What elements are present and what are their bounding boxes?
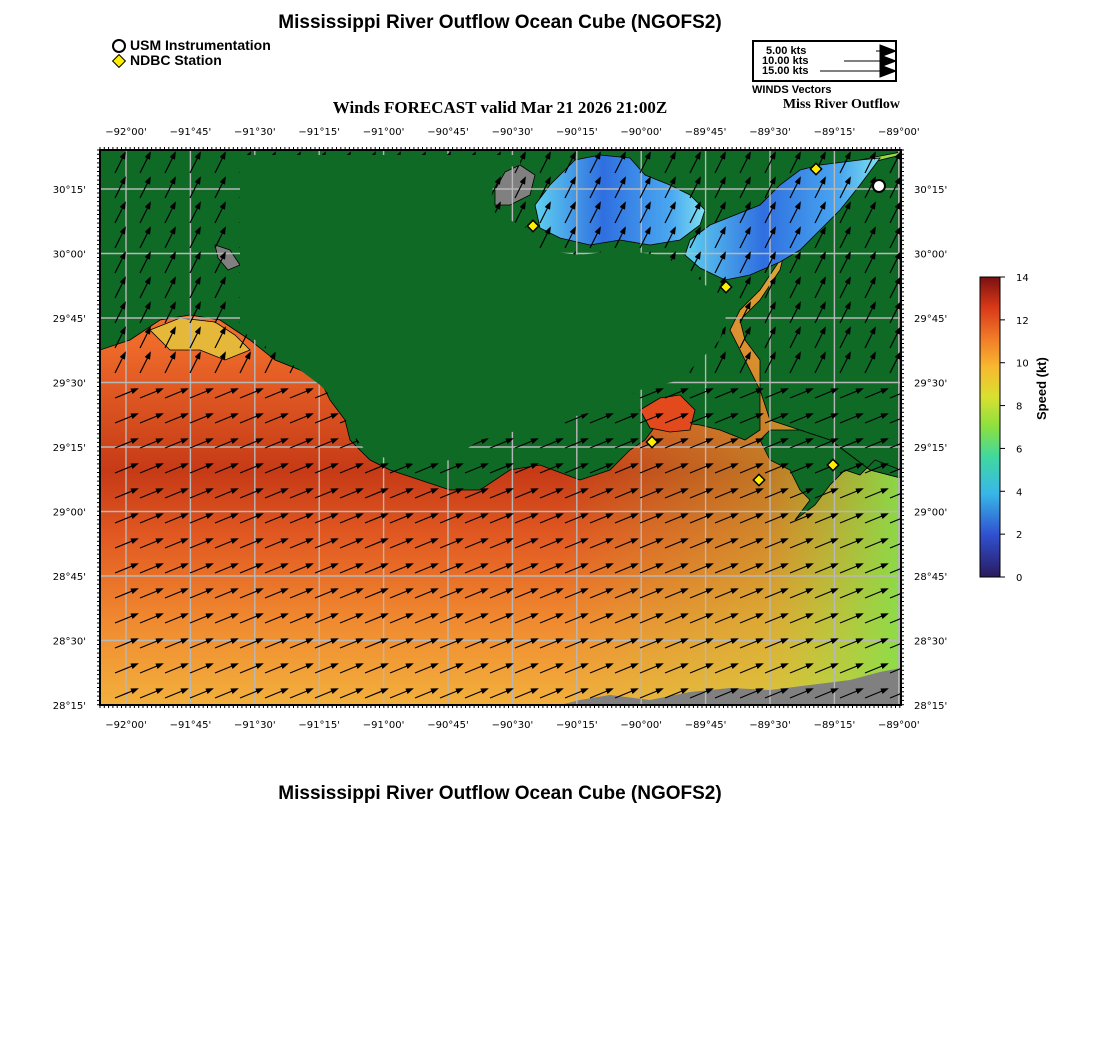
wind-key-caption: WINDS Vectors — [752, 84, 832, 96]
legend-ndbc-label: NDBC Station — [130, 52, 222, 68]
lat-tick-label: 30°00' — [52, 249, 86, 261]
wind-key-row-5: 5.00 kts — [766, 45, 807, 57]
lon-tick-label: −89°45' — [684, 127, 727, 138]
lon-tick-label: −91°00' — [362, 127, 405, 138]
lon-tick-label: −90°15' — [556, 127, 598, 138]
lon-tick-label: −92°00' — [105, 127, 147, 138]
lat-tick-label: 28°45' — [52, 572, 86, 583]
colorbar — [980, 277, 1000, 577]
colorbar-tick-label: 2 — [1016, 530, 1023, 542]
lon-tick-label: −91°30' — [234, 127, 276, 138]
lon-tick-label: −90°00' — [620, 720, 662, 731]
page-title: Mississippi River Outflow Ocean Cube (NGOFS2) — [278, 12, 722, 33]
lon-tick-label: −92°00' — [105, 720, 147, 731]
colorbar-tick-label: 6 — [1016, 444, 1023, 456]
lat-tick-label: 29°45' — [914, 314, 948, 325]
lat-tick-label: 29°30' — [914, 378, 948, 390]
lon-tick-label: −90°45' — [427, 720, 469, 731]
lat-tick-label: 28°15' — [914, 701, 948, 712]
wind-key-row-15: 15.00 kts — [762, 65, 809, 77]
forecast-title: Winds FORECAST valid Mar 21 2026 21:00Z — [332, 98, 668, 117]
lat-tick-label: 29°15' — [52, 443, 86, 454]
lon-tick-label: −90°30' — [491, 720, 534, 731]
lat-tick-label: 28°45' — [914, 572, 948, 583]
lat-tick-label: 29°00' — [52, 507, 86, 519]
lon-tick-label: −89°15' — [813, 720, 856, 731]
lat-tick-label: 29°30' — [52, 378, 86, 390]
lat-tick-label: 28°30' — [52, 636, 86, 648]
lat-tick-label: 30°15' — [914, 185, 948, 196]
colorbar-tick-label: 14 — [1016, 273, 1029, 284]
lat-tick-label: 29°00' — [914, 507, 948, 519]
lon-tick-label: −91°45' — [169, 127, 212, 138]
colorbar-tick-label: 4 — [1016, 487, 1023, 499]
lat-labels-right — [914, 185, 947, 712]
colorbar-tick-label: 8 — [1016, 401, 1023, 413]
lat-tick-label: 29°45' — [52, 314, 86, 325]
lon-tick-label: −90°30' — [491, 127, 534, 138]
footer-title: Mississippi River Outflow Ocean Cube (NGOFS2) — [278, 783, 722, 804]
colorbar-tick-label: 10 — [1016, 358, 1029, 370]
legend-usm-label: USM Instrumentation — [130, 37, 271, 53]
colorbar-tick-label: 12 — [1016, 315, 1029, 327]
lon-tick-label: −91°30' — [234, 720, 276, 731]
lon-tick-label: −91°00' — [362, 720, 405, 731]
lat-tick-label: 29°15' — [914, 443, 948, 454]
lon-tick-label: −91°45' — [169, 720, 212, 731]
lat-labels-left — [53, 185, 86, 712]
lat-tick-label: 30°15' — [52, 185, 86, 196]
lon-tick-label: −89°30' — [749, 720, 791, 731]
lon-tick-label: −90°15' — [556, 720, 598, 731]
lon-tick-label: −90°45' — [427, 127, 469, 138]
usm-station-marker[interactable] — [873, 180, 885, 192]
lon-tick-label: −89°15' — [813, 127, 856, 138]
lon-tick-label: −91°15' — [298, 127, 340, 138]
lon-tick-label: −89°00' — [878, 127, 920, 138]
lat-tick-label: 28°30' — [914, 636, 948, 648]
lat-tick-label: 28°15' — [52, 701, 86, 712]
lon-tick-label: −90°00' — [620, 127, 662, 138]
colorbar-tick-label: 0 — [1016, 573, 1023, 584]
lon-tick-label: −89°45' — [684, 720, 727, 731]
lon-tick-label: −89°30' — [749, 127, 791, 138]
lat-tick-label: 30°00' — [914, 249, 948, 261]
lon-labels-top — [105, 127, 919, 138]
lon-labels-bottom — [105, 720, 919, 731]
lon-tick-label: −91°15' — [298, 720, 340, 731]
lon-tick-label: −89°00' — [878, 720, 920, 731]
colorbar-label: Speed (kt) — [1034, 357, 1049, 420]
colorbar-ticks — [1000, 273, 1029, 584]
region-label: Miss River Outflow — [782, 97, 900, 112]
wind-key-row-10: 10.00 kts — [762, 55, 809, 67]
